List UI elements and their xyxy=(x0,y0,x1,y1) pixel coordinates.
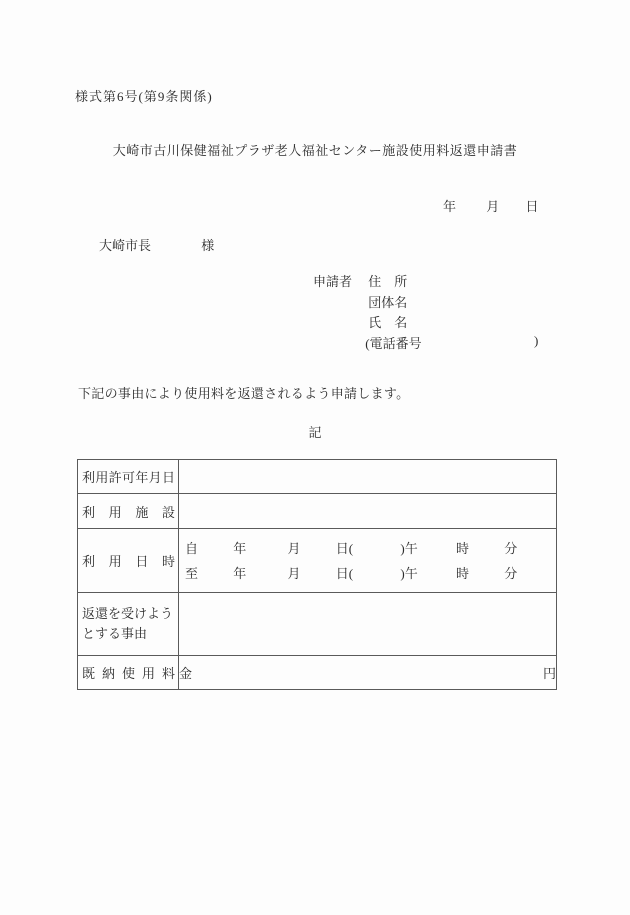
from-month-label: 月 xyxy=(287,540,301,556)
to-prefix: 至 xyxy=(185,565,199,581)
reason-field xyxy=(179,593,557,656)
paid-fee-line xyxy=(179,663,556,682)
applicant-address-label: 住 所 xyxy=(368,274,408,289)
applicant-block xyxy=(313,271,539,353)
reason-label-line2: とする事由 xyxy=(82,626,148,641)
recipient-honorific: 様 xyxy=(201,238,215,253)
to-hour-label: 時 xyxy=(455,565,469,581)
fee-kin-label: 金 xyxy=(179,666,193,681)
reason-label-line1: 返還を受けよう xyxy=(82,606,174,621)
to-year-label: 年 xyxy=(233,565,247,581)
table-row-facility xyxy=(78,494,557,529)
applicant-org-label: 団体名 xyxy=(368,294,408,310)
row-label-permit-date: 利用許可年月日 xyxy=(78,460,179,494)
table-row-paid-fee xyxy=(78,656,557,690)
table-row-datetime xyxy=(78,529,557,593)
form-code: 様式第6号(第9条関係) xyxy=(75,89,213,104)
applicant-name-label: 氏 名 xyxy=(368,315,408,330)
date-line xyxy=(443,196,539,215)
fee-yen-label: 円 xyxy=(542,666,556,681)
recipient-name: 大崎市長 xyxy=(99,238,152,253)
applicant-address-row xyxy=(313,271,422,292)
recipient-line xyxy=(99,235,214,254)
row-label-datetime: 利用日時 xyxy=(78,529,179,593)
row-label-reason xyxy=(78,593,179,656)
from-ampm-label: )午 xyxy=(400,540,418,556)
applicant-phone-label: (電話番号 xyxy=(365,335,422,351)
applicant-name-row xyxy=(313,312,422,333)
row-label-paid-fee: 既納使用料 xyxy=(78,656,179,690)
refund-detail-table xyxy=(77,459,557,690)
applicant-org-row xyxy=(313,292,422,313)
applicant-phone-row xyxy=(313,332,539,354)
table-row-permit-date xyxy=(78,460,557,494)
form-title: 大崎市古川保健福祉プラザ老人福祉センター施設使用料返還申請書 xyxy=(112,143,518,158)
to-month-label: 月 xyxy=(287,565,301,581)
from-year-label: 年 xyxy=(233,540,247,556)
permit-date-field xyxy=(179,460,557,494)
datetime-from-line xyxy=(179,536,556,561)
datetime-field xyxy=(179,529,557,593)
row-label-facility: 利用施設 xyxy=(78,494,179,529)
applicant-phone-close-paren: ) xyxy=(534,332,539,348)
request-statement: 下記の事由により使用料を返還されるよう申請します。 xyxy=(78,386,410,401)
applicant-label: 申請者 xyxy=(313,274,353,289)
date-month-label: 月 xyxy=(486,199,500,214)
to-day-label: 日( xyxy=(335,565,354,581)
from-prefix: 自 xyxy=(185,540,199,556)
table-row-reason xyxy=(78,593,557,656)
from-hour-label: 時 xyxy=(455,540,469,556)
paid-fee-field xyxy=(179,656,557,690)
date-day-label: 日 xyxy=(525,199,539,214)
date-year-label: 年 xyxy=(443,199,457,214)
to-minute-label: 分 xyxy=(504,565,518,581)
ki-heading: 記 xyxy=(308,425,322,440)
from-day-label: 日( xyxy=(335,540,354,556)
datetime-to-line xyxy=(179,561,556,586)
facility-field xyxy=(179,494,557,529)
to-ampm-label: )午 xyxy=(400,565,418,581)
from-minute-label: 分 xyxy=(504,540,518,556)
